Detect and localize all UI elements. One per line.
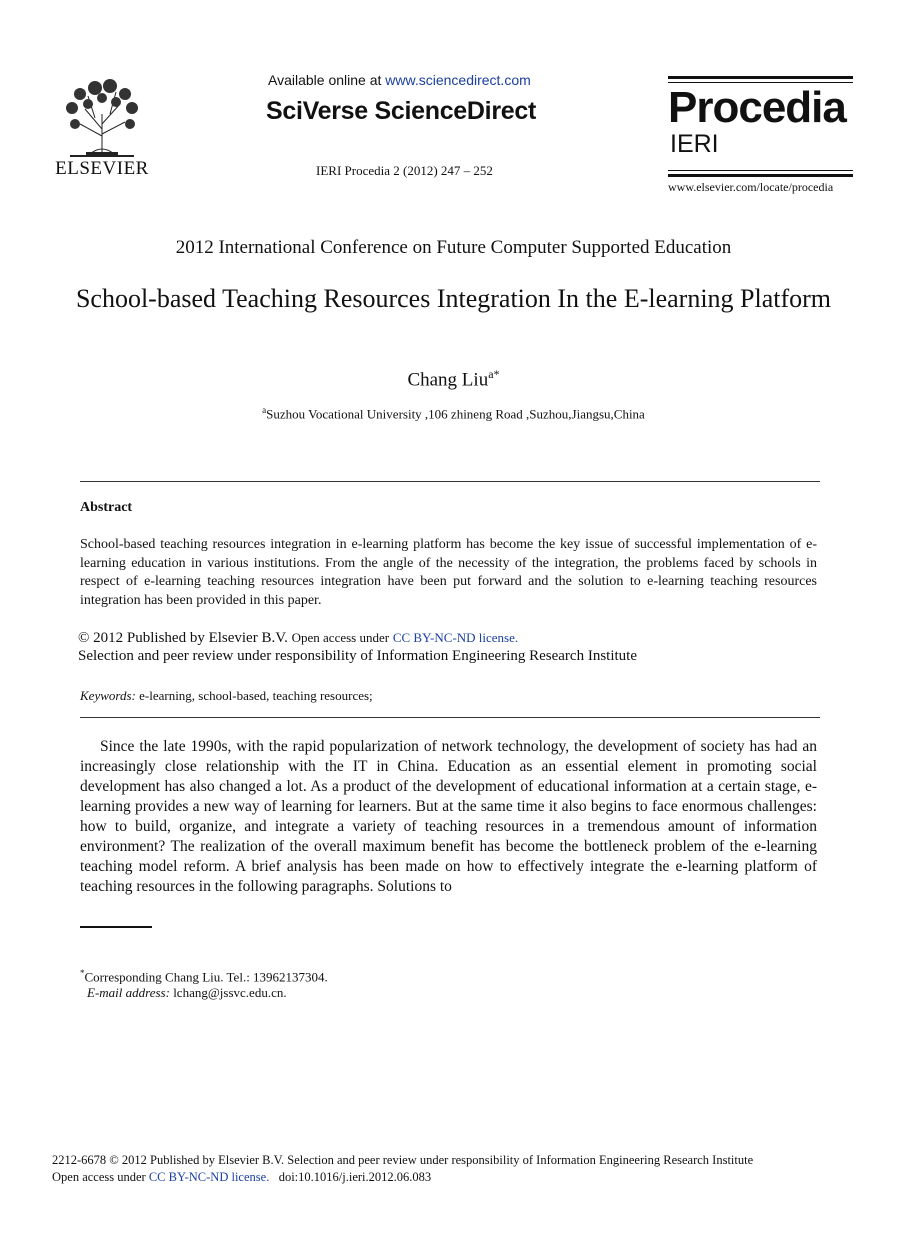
- author-name: Chang Liu: [407, 369, 489, 391]
- open-access-label: Open access under: [291, 630, 390, 645]
- conference-name: 2012 International Conference on Future Computer Supported Education: [175, 237, 732, 258]
- doi-text[interactable]: doi:10.1016/j.ieri.2012.06.083: [278, 1170, 432, 1184]
- footnote-mark: *: [80, 968, 85, 978]
- availability-prefix: Available online at: [268, 72, 386, 88]
- author-marks: a*: [488, 367, 500, 381]
- procedia-subtitle: IERI: [670, 130, 719, 158]
- footnote-email: [87, 985, 287, 1001]
- affiliation-text: Suzhou Vocational University ,106 zhineng Road ,Suzhou,Jiangsu,China: [266, 406, 645, 422]
- journal-citation: IERI Procedia 2 (2012) 247 – 252: [316, 163, 493, 178]
- keywords-line: [80, 688, 373, 704]
- paper-title: School-based Teaching Resources Integration In the E-learning Platform: [75, 284, 832, 313]
- abstract-heading: Abstract: [80, 500, 133, 515]
- sciencedirect-link[interactable]: www.sciencedirect.com: [385, 72, 531, 88]
- abstract-top-rule: [80, 481, 820, 482]
- masthead-bottom-rule: [668, 170, 853, 171]
- peer-review-statement: Selection and peer review under responsibility of Information Engineering Research Institute: [78, 648, 637, 664]
- keywords-label: Keywords:: [80, 688, 136, 703]
- masthead-bottom-rule-thick: [668, 174, 853, 177]
- availability-line: [268, 72, 531, 88]
- procedia-title: Procedia: [668, 83, 846, 132]
- author-line: [0, 367, 907, 391]
- email-label: E-mail address:: [87, 985, 170, 1000]
- bottom-license-link[interactable]: CC BY-NC-ND license.: [148, 1170, 270, 1184]
- publisher-logo-text: ELSEVIER: [55, 158, 149, 179]
- platform-logo: SciVerse ScienceDirect: [266, 97, 536, 125]
- corresponding-text: Corresponding Chang Liu. Tel.: 13962137304.: [84, 969, 328, 985]
- keywords-values: e-learning, school-based, teaching resources;: [139, 688, 373, 703]
- footnote-corresponding: [80, 968, 328, 985]
- bottom-issn-line: 2212-6678 © 2012 Published by Elsevier B.V. Selection and peer review under responsibility of Information Engineering Research Institute: [52, 1153, 754, 1167]
- copyright-line: [78, 630, 518, 647]
- bottom-open-access: Open access under: [52, 1170, 146, 1184]
- footnote-rule: [80, 926, 152, 928]
- bottom-license-line: [52, 1170, 431, 1185]
- copyright-text: © 2012 Published by Elsevier B.V.: [78, 630, 288, 646]
- license-link[interactable]: CC BY-NC-ND license.: [392, 630, 519, 645]
- email-address[interactable]: lchang@jssvc.edu.cn.: [173, 985, 287, 1000]
- abstract-bottom-rule: [80, 717, 820, 718]
- affiliation: [0, 405, 907, 422]
- body-paragraph: Since the late 1990s, with the rapid popularization of network technology, the development of society has had an increasingly close relationship with the IT in China. Education as an essential element in promoting social development has also changed a lot. As a product of the development of educational information at a certain stage, e-learning provides a new way of learning for learners. But at the same time it also begins to face enormous challenges: how to build, organize, and integrate a variety of teaching resources in a tremendous amount of information environment? The realization of the overall maximum benefit has become the bottleneck problem of the e-learning teaching model reform. A brief analysis has been made on how to effectively integrate the e-learning platform of teaching resources in the following paragraphs. Solutions to: [80, 738, 817, 895]
- abstract-body: School-based teaching resources integration in e-learning platform has become the key issue of successful implementation of e-learning education in various institutions. From the angle of the necessity of the integration, the problems faced by schools in respect of e-learning teaching resources integration have been put forward and the solution to e-learning teaching resources integration has been provided in this paper.: [80, 537, 817, 608]
- affiliation-mark: a: [262, 405, 267, 415]
- procedia-url[interactable]: www.elsevier.com/locate/procedia: [668, 180, 834, 194]
- masthead-top-rule: [668, 76, 853, 79]
